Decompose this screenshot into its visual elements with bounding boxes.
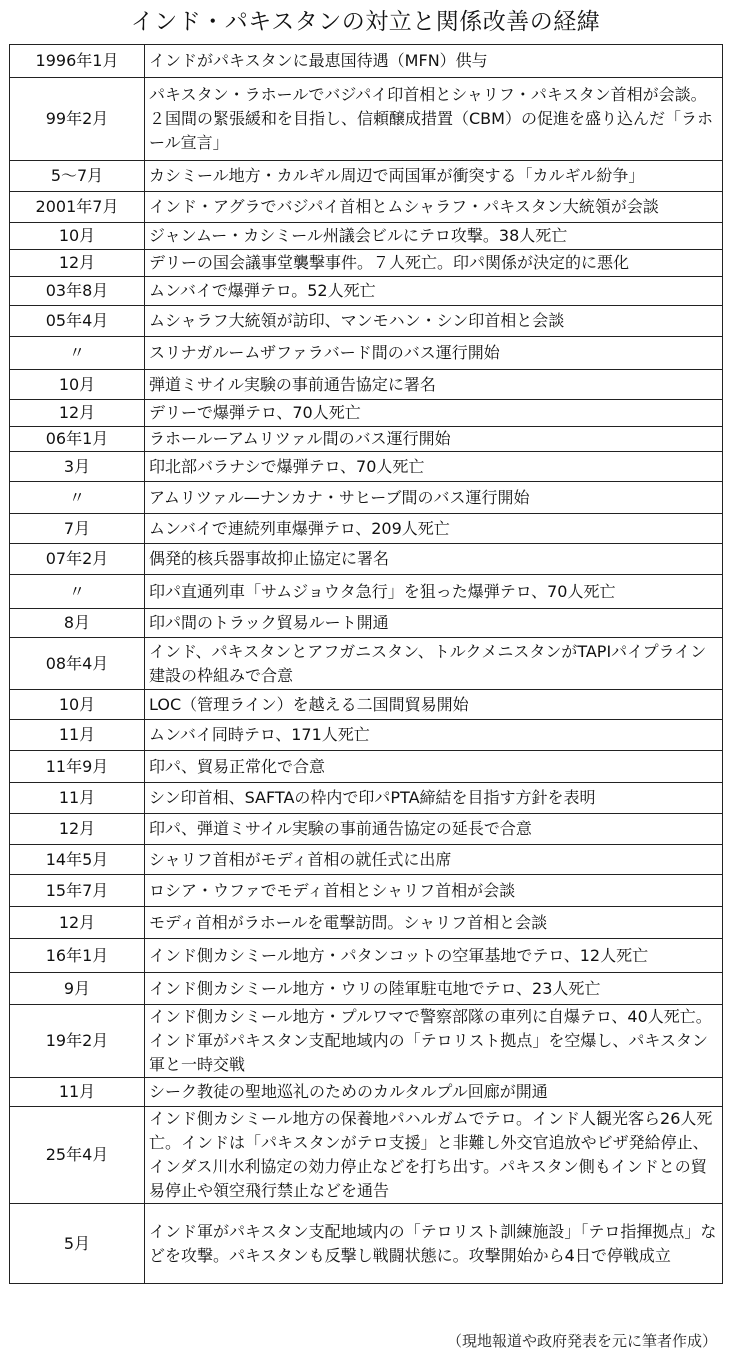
row-date: 11月	[10, 1078, 145, 1107]
row-date: 14年5月	[10, 845, 145, 875]
table-row	[10, 370, 723, 400]
row-date: 〃	[10, 337, 145, 370]
row-date: 10月	[10, 690, 145, 720]
row-date: 5月	[10, 1204, 145, 1284]
row-event: 偶発的核兵器事故抑止協定に署名	[145, 544, 723, 575]
table-row	[10, 638, 723, 690]
table-row	[10, 783, 723, 814]
row-date: 11月	[10, 720, 145, 751]
row-event: 印パ、貿易正常化で合意	[145, 751, 723, 783]
row-event: ジャンムー・カシミール州議会ビルにテロ攻撃。38人死亡	[145, 223, 723, 250]
table-row	[10, 306, 723, 337]
table-row	[10, 250, 723, 277]
table-row	[10, 939, 723, 973]
table-row	[10, 720, 723, 751]
row-date: 9月	[10, 973, 145, 1005]
row-date: 〃	[10, 482, 145, 514]
row-date: 19年2月	[10, 1005, 145, 1078]
row-date: 12月	[10, 250, 145, 277]
row-event: ムシャラフ大統領が訪印、マンモハン・シン印首相と会談	[145, 306, 723, 337]
row-date: 16年1月	[10, 939, 145, 973]
table-row	[10, 161, 723, 192]
table-row	[10, 907, 723, 939]
row-date: 07年2月	[10, 544, 145, 575]
row-date: 11年9月	[10, 751, 145, 783]
table-row	[10, 337, 723, 370]
row-date: 12月	[10, 814, 145, 845]
row-event: ムンバイで爆弾テロ。52人死亡	[145, 277, 723, 306]
row-date: 7月	[10, 514, 145, 544]
row-event: インド側カシミール地方・ウリの陸軍駐屯地でテロ、23人死亡	[145, 973, 723, 1005]
table-row	[10, 482, 723, 514]
row-event: デリーの国会議事堂襲撃事件。７人死亡。印パ関係が決定的に悪化	[145, 250, 723, 277]
table-row	[10, 1005, 723, 1078]
row-date: 03年8月	[10, 277, 145, 306]
row-date: 08年4月	[10, 638, 145, 690]
row-date: 11月	[10, 783, 145, 814]
row-event: ロシア・ウファでモディ首相とシャリフ首相が会談	[145, 875, 723, 907]
row-event: インド側カシミール地方・プルワマで警察部隊の車列に自爆テロ、40人死亡。インド軍がパキスタン支配地域内の「テロリスト拠点」を空爆し、パキスタン軍と一時交戦	[145, 1005, 723, 1078]
row-date: 5〜7月	[10, 161, 145, 192]
row-date: 12月	[10, 400, 145, 427]
table-row	[10, 78, 723, 161]
table-row	[10, 1107, 723, 1204]
table-row	[10, 427, 723, 452]
row-event: インドがパキスタンに最恵国待遇（MFN）供与	[145, 45, 723, 78]
table-row	[10, 45, 723, 78]
table-row	[10, 452, 723, 482]
row-event: ムンバイ同時テロ、171人死亡	[145, 720, 723, 751]
table-row	[10, 845, 723, 875]
row-event: インド・アグラでバジパイ首相とムシャラフ・パキスタン大統領が会談	[145, 192, 723, 223]
row-event: スリナガルームザファラバード間のバス運行開始	[145, 337, 723, 370]
row-date: 99年2月	[10, 78, 145, 161]
table-row	[10, 875, 723, 907]
row-event: ムンバイで連続列車爆弾テロ、209人死亡	[145, 514, 723, 544]
source-note: （現地報道や政府発表を元に筆者作成）	[446, 1332, 717, 1350]
row-event: パキスタン・ラホールでバジパイ印首相とシャリフ・パキスタン首相が会談。２国間の緊張緩和を目指し、信頼醸成措置（CBM）の促進を盛り込んだ「ラホール宣言」	[145, 78, 723, 161]
row-event: シーク教徒の聖地巡礼のためのカルタルプル回廊が開通	[145, 1078, 723, 1107]
table-row	[10, 400, 723, 427]
row-date: 3月	[10, 452, 145, 482]
table-row	[10, 1078, 723, 1107]
row-event: インド、パキスタンとアフガニスタン、トルクメニスタンがTAPIパイプライン建設の枠組みで合意	[145, 638, 723, 690]
row-event: モディ首相がラホールを電撃訪問。シャリフ首相と会談	[145, 907, 723, 939]
table-row	[10, 575, 723, 609]
row-event: カシミール地方・カルギル周辺で両国軍が衝突する「カルギル紛争」	[145, 161, 723, 192]
row-date: 8月	[10, 609, 145, 638]
row-event: デリーで爆弾テロ、70人死亡	[145, 400, 723, 427]
row-event: シャリフ首相がモディ首相の就任式に出席	[145, 845, 723, 875]
table-row	[10, 609, 723, 638]
row-date: 12月	[10, 907, 145, 939]
row-date: 1996年1月	[10, 45, 145, 78]
row-event: インド軍がパキスタン支配地域内の「テロリスト訓練施設」「テロ指揮拠点」などを攻撃。パキスタンも反撃し戦闘状態に。攻撃開始から4日で停戦成立	[145, 1204, 723, 1284]
row-event: LOC（管理ライン）を越える二国間貿易開始	[145, 690, 723, 720]
row-date: 10月	[10, 370, 145, 400]
table-row	[10, 690, 723, 720]
row-event: 印北部バラナシで爆弾テロ、70人死亡	[145, 452, 723, 482]
row-event: ラホールーアムリツァル間のバス運行開始	[145, 427, 723, 452]
table-row	[10, 1204, 723, 1284]
table-row	[10, 514, 723, 544]
table-row	[10, 751, 723, 783]
table-row	[10, 973, 723, 1005]
table-row	[10, 223, 723, 250]
row-date: 05年4月	[10, 306, 145, 337]
row-event: インド側カシミール地方・パタンコットの空軍基地でテロ、12人死亡	[145, 939, 723, 973]
row-event: 弾道ミサイル実験の事前通告協定に署名	[145, 370, 723, 400]
row-event: 印パ直通列車「サムジョウタ急行」を狙った爆弾テロ、70人死亡	[145, 575, 723, 609]
row-date: 2001年7月	[10, 192, 145, 223]
table-row	[10, 192, 723, 223]
row-event: 印パ間のトラック貿易ルート開通	[145, 609, 723, 638]
table-row	[10, 814, 723, 845]
timeline-table	[9, 44, 723, 1284]
row-date: 〃	[10, 575, 145, 609]
row-date: 10月	[10, 223, 145, 250]
timeline-body	[10, 45, 723, 1284]
table-row	[10, 277, 723, 306]
table-row	[10, 544, 723, 575]
page-title: インド・パキスタンの対立と関係改善の経緯	[130, 9, 601, 35]
row-date: 15年7月	[10, 875, 145, 907]
row-event: シン印首相、SAFTAの枠内で印パPTA締結を目指す方針を表明	[145, 783, 723, 814]
row-event: インド側カシミール地方の保養地パハルガムでテロ。インド人観光客ら26人死亡。インドは「パキスタンがテロ支援」と非難し外交官追放やビザ発給停止、インダス川水利協定の効力停止などを打ち出す。パキスタン側もインドとの貿易停止や領空飛行禁止などを通告	[145, 1107, 723, 1204]
row-date: 06年1月	[10, 427, 145, 452]
row-event: アムリツァル—ナンカナ・サヒーブ間のバス運行開始	[145, 482, 723, 514]
row-date: 25年4月	[10, 1107, 145, 1204]
row-event: 印パ、弾道ミサイル実験の事前通告協定の延長で合意	[145, 814, 723, 845]
